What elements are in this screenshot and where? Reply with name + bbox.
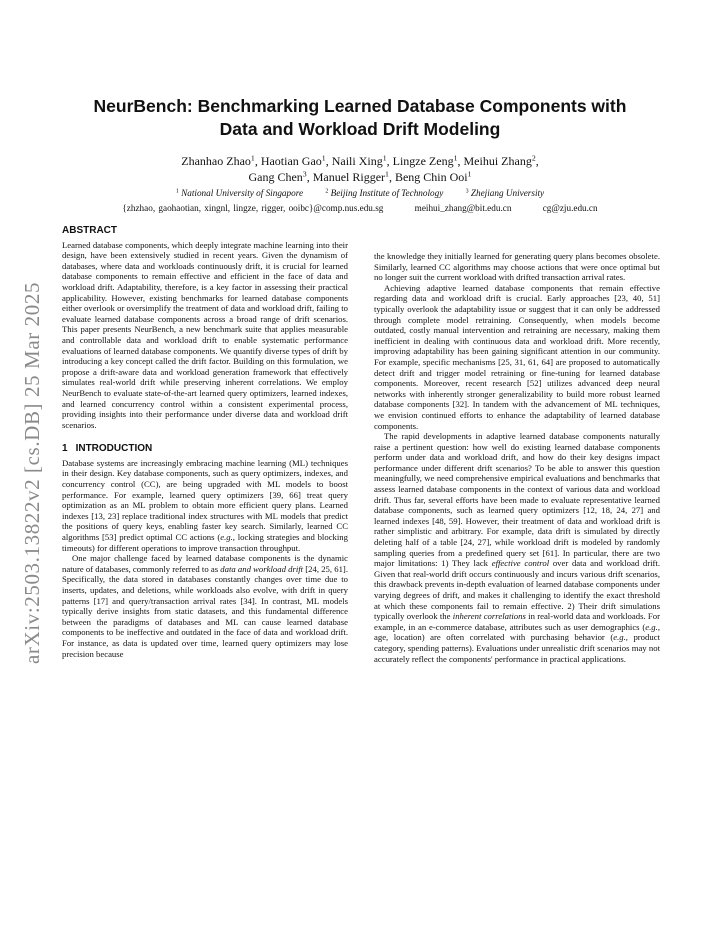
author: Naili Xing$^1$ <box>331 153 387 168</box>
affiliations <box>60 187 660 199</box>
email: meihui_zhang@bit.edu.cn <box>414 203 512 213</box>
email: cg@zju.edu.cn <box>542 203 598 213</box>
author: Meihui Zhang$^2$ <box>463 153 536 168</box>
intro-paragraph-2: One major challenge faced by learned database components is the dynamic nature of databases, commonly referred to as data and workload drift [24, 25, 61]. Specifically, the data stored in databases constantly changes over time due to inserts, updates, and deletions, while workloads also evolve, with drift in query patterns [17] and query/transaction arrival rates [34]. In contrast, ML models typically derive insights from static datasets, and this fundamental difference between the paradigms of databases and ML can cause learned database components to be ineffective and outdated in the face of data and workload drift. For instance, as data is updated over time, learned query optimizers may lose precision because <box>62 553 348 659</box>
affiliation: $^1$ National University of Singapore <box>175 188 304 198</box>
author-line-1: Zhanhao Zhao$^1$, Haotian Gao$^1$, Naili Xing$^1$, Lingze Zeng$^1$, Meihui Zhang$^2$, <box>181 153 539 168</box>
paragraph-benchmarks: The rapid developments in adaptive learned database components naturally raise a pertinent question: how well do existing learned database components perform under data and workload drift, and how do their key designs impact performance under different drift scenarios? To be able to answer this question meaningfully, we need comprehensive empirical evaluations and benchmarks that assess learned database components in the context of various data and workload drift. Thus far, several efforts have been made to evaluate representative learned database components, such as learned query optimizers [12, 18, 24, 27] and learned indexes [48, 59]. However, their treatment of data and workload drift is rather simplistic and arbitrary. For example, data drift is simulated by directly deleting half of a table [24, 27], while workload drift is modeled by randomly sampling queries from a predefined query set [61]. In particular, there are two major limitations: 1) They lack effective control over data and workload drift. Given that real-world drift occurs continuously and incurs various drift scenarios, this drawback prevents in-depth evaluation of learned database components under varying degrees of drift, and makes it challenging to identify the exact threshold at which these components fail to remain effective. 2) Their drift simulations typically overlook the inherent correlations in real-world data and workloads. For example, in an e-commerce database, attributes such as user demographics (e.g., age, location) are often correlated with purchasing behavior (e.g., product category, spending patterns). Evaluations under unrealistic drift scenarios may not accurately reflect the components' performance in practical applications. <box>374 431 660 664</box>
author: Beng Chin Ooi$^1$ <box>394 169 472 184</box>
abstract-text: Learned database components, which deeply integrate machine learning into their design, have been extensively studied in recent years. Given the dynamism of databases, where data and workloads continuously drift, it is crucial for learned database components to remain effective and efficient in the face of data and workload drift. Adaptability, therefore, is a key factor in assessing their practical applicability. However, existing benchmarks for learned database components either overlook or oversimplify the treatment of data and workload drift, failing to evaluate learned database components across a broad range of drift scenarios. This paper presents NeurBench, a new benchmark suite that applies measurable and controllable data and workload drift to enable systematic performance evaluations of learned database components. We quantify diverse types of drift by introducing a key concept called the drift factor. Building on this formulation, we propose a drift-aware data and workload generation framework that effectively simulates real-world drift while preserving inherent correlations. We employ NeurBench to evaluate state-of-the-art learned query optimizers, learned indexes, and learned concurrency control within a consistent experimental process, providing insights into their performance under diverse data and workload drift scenarios. <box>62 239 348 430</box>
author-line-2: Gang Chen$^3$, Manuel Rigger$^1$, Beng Chin Ooi$^1$ <box>248 169 472 184</box>
paragraph-adaptive: Achieving adaptive learned database components that remain effective regarding data and workload drift is crucial. Early approaches [23, 40, 51] typically overlook the adaptability issue or suggest that it can only be addressed through complete model retraining. Consequently, when models become outdated, costly manual intervention and retraining are necessary, making them inefficient in dealing with continuous data and workload drift. More recently, improving adaptability has been gaining significant attention in our community. For example, specific mechanisms [25, 31, 61, 64] are proposed to automatically detect drift and trigger model retraining or fine-tuning for learned database components. Moreover, recent research [52] utilizes advanced deep neural networks with inherently stronger generalizability to build more robust learned database components [32]. In tandem with the advancement of ML techniques, we envision continued efforts to enhance the adaptability of learned database components. <box>374 282 660 431</box>
intro-paragraph-1: Database systems are increasingly embracing machine learning (ML) techniques in their design. Key database components, such as query optimizers, indexes, and concurrency control (CC), are being upgraded with ML models to boost performance. For example, learned query optimizers [39, 66] treat query optimization as an ML problem to obtain more efficient query plans. Learned indexes [13, 23] replace traditional index structures with ML models that predict the positions of query keys, enabling faster key search. Similarly, learned CC algorithms [53] predict optimal CC actions (e.g., locking strategies and blocking timeouts) for different operations to improve transaction throughput. <box>62 457 348 553</box>
intro-heading <box>62 444 348 455</box>
left-column <box>62 226 348 659</box>
title-line-2: Data and Workload Drift Modeling <box>219 119 501 139</box>
emails <box>60 202 660 214</box>
paper-title <box>60 95 660 141</box>
section-number: 1 <box>62 443 68 455</box>
affiliation: $^3$ Zhejiang University <box>465 188 545 198</box>
paragraph-continued: the knowledge they initially learned for generating query plans becomes obsolete. Similarly, learned CC algorithms may choose actions that were once optimal but no longer suit the current workload with drifted transaction arrival rates. <box>374 251 660 283</box>
section-title: INTRODUCTION <box>75 443 153 455</box>
author: Lingze Zeng$^1$ <box>392 153 458 168</box>
affiliation: $^2$ Beijing Institute of Technology <box>325 188 444 198</box>
email: {zhzhao, gaohaotian, xingnl, lingze, rigger, ooibc}@comp.nus.edu.sg <box>122 203 384 213</box>
author-list <box>60 154 660 185</box>
author: Gang Chen$^3$ <box>248 169 307 184</box>
author: Haotian Gao$^1$ <box>260 153 326 168</box>
abstract-heading: ABSTRACT <box>62 225 117 236</box>
title-line-1: NeurBench: Benchmarking Learned Database Components with <box>93 96 627 116</box>
arxiv-stamp: arXiv:2503.13822v2 [cs.DB] 25 Mar 2025 <box>20 281 44 664</box>
author: Zhanhao Zhao$^1$ <box>181 153 255 168</box>
author: Manuel Rigger$^1$ <box>312 169 389 184</box>
right-column <box>374 251 660 664</box>
